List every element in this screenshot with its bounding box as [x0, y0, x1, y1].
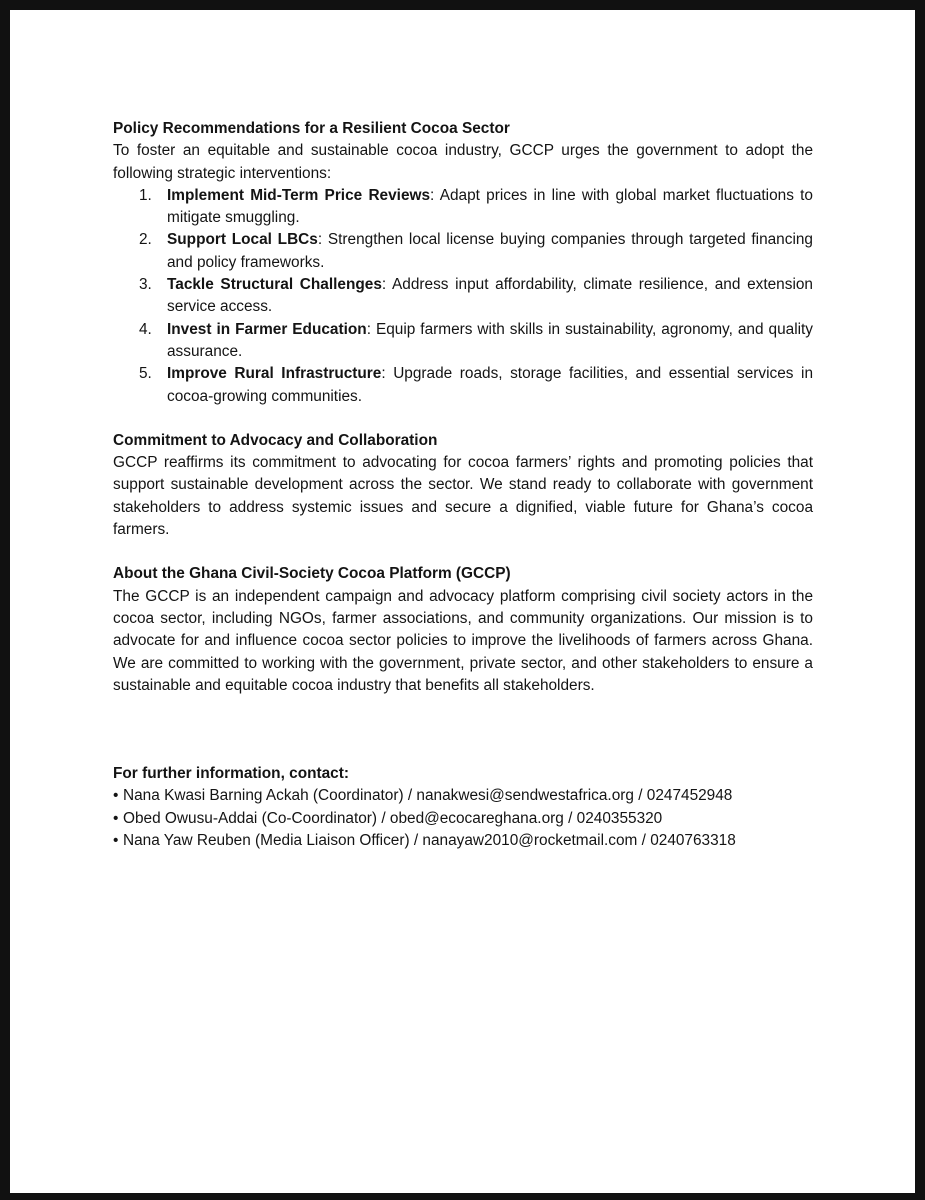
contact-item [113, 830, 813, 852]
about-body: The GCCP is an independent campaign and advocacy platform comprising civil society actors in the cocoa sector, including NGOs, farmer associations, and community organizations. Our mission is to advocate for and influence cocoa sector policies to improve the livelihoods of farmers across Ghana. We are committed to working with the government, private sector, and other stakeholders to ensure a sustainable and equitable cocoa industry that benefits all stakeholders. [113, 587, 813, 694]
recommendation-title: Invest in Farmer Education [167, 320, 367, 338]
recommendation-item [139, 185, 813, 230]
recommendation-text: : Address input affordability, climate resilience, and extension service access. [167, 276, 813, 316]
bullet-glyph: • [113, 809, 119, 827]
recommendation-item [139, 274, 813, 319]
recommendation-title: Tackle Structural Challenges [167, 276, 382, 294]
recommendation-number: 2. [139, 231, 152, 249]
contact-text: Nana Kwasi Barning Ackah (Coordinator) / nanakwesi@sendwestafrica.org / 0247452948 [123, 787, 733, 805]
section-spacer [113, 541, 813, 563]
recommendation-number: 1. [139, 186, 152, 204]
document-page [10, 10, 915, 1193]
contact-text: Nana Yaw Reuben (Media Liaison Officer) / nanayaw2010@rocketmail.com / 0240763318 [123, 832, 736, 850]
recommendation-item [139, 319, 814, 364]
bullet-glyph: • [113, 832, 119, 850]
recommendation-title: Improve Rural Infrastructure [167, 365, 382, 383]
recommendation-number: 3. [139, 276, 152, 294]
about-heading: About the Ghana Civil-Society Cocoa Platform (GCCP) [113, 565, 511, 583]
recommendation-text: : Strengthen local license buying companies through targeted financing and policy frameworks. [167, 231, 813, 271]
recommendation-title: Support Local LBCs [167, 231, 318, 249]
recommendation-number: 4. [139, 320, 152, 338]
recommendation-item [139, 363, 814, 408]
contact-heading: For further information, contact: [113, 765, 349, 783]
recommendation-number: 5. [139, 365, 152, 383]
section-spacer [113, 697, 813, 763]
policy-heading: Policy Recommendations for a Resilient Cocoa Sector [113, 120, 510, 137]
recommendation-title: Implement Mid-Term Price Reviews [167, 186, 431, 204]
contact-text: Obed Owusu-Addai (Co-Coordinator) / obed@ecocareghana.org / 0240355320 [123, 809, 663, 827]
contact-item [113, 785, 813, 807]
policy-intro: To foster an equitable and sustainable cocoa industry, GCCP urges the government to adopt the following strategic interventions: [113, 142, 813, 182]
commitment-heading: Commitment to Advocacy and Collaboration [113, 431, 438, 449]
document-content [113, 118, 813, 852]
recommendations-list [113, 185, 813, 408]
section-spacer [113, 408, 813, 430]
commitment-body: GCCP reaffirms its commitment to advocating for cocoa farmers’ rights and promoting policies that support sustainable development across the sector. We stand ready to collaborate with government stakeholders to address systemic issues and secure a dignified, viable future for Ghana’s cocoa farmers. [113, 454, 813, 539]
recommendation-text: : Equip farmers with skills in sustainability, agronomy, and quality assurance. [167, 320, 814, 360]
recommendation-item [139, 229, 813, 274]
bullet-glyph: • [113, 787, 119, 805]
recommendation-text: : Upgrade roads, storage facilities, and essential services in cocoa-growing communities. [167, 365, 814, 405]
contact-item [113, 808, 813, 830]
recommendation-text: : Adapt prices in line with global market fluctuations to mitigate smuggling. [167, 186, 813, 227]
